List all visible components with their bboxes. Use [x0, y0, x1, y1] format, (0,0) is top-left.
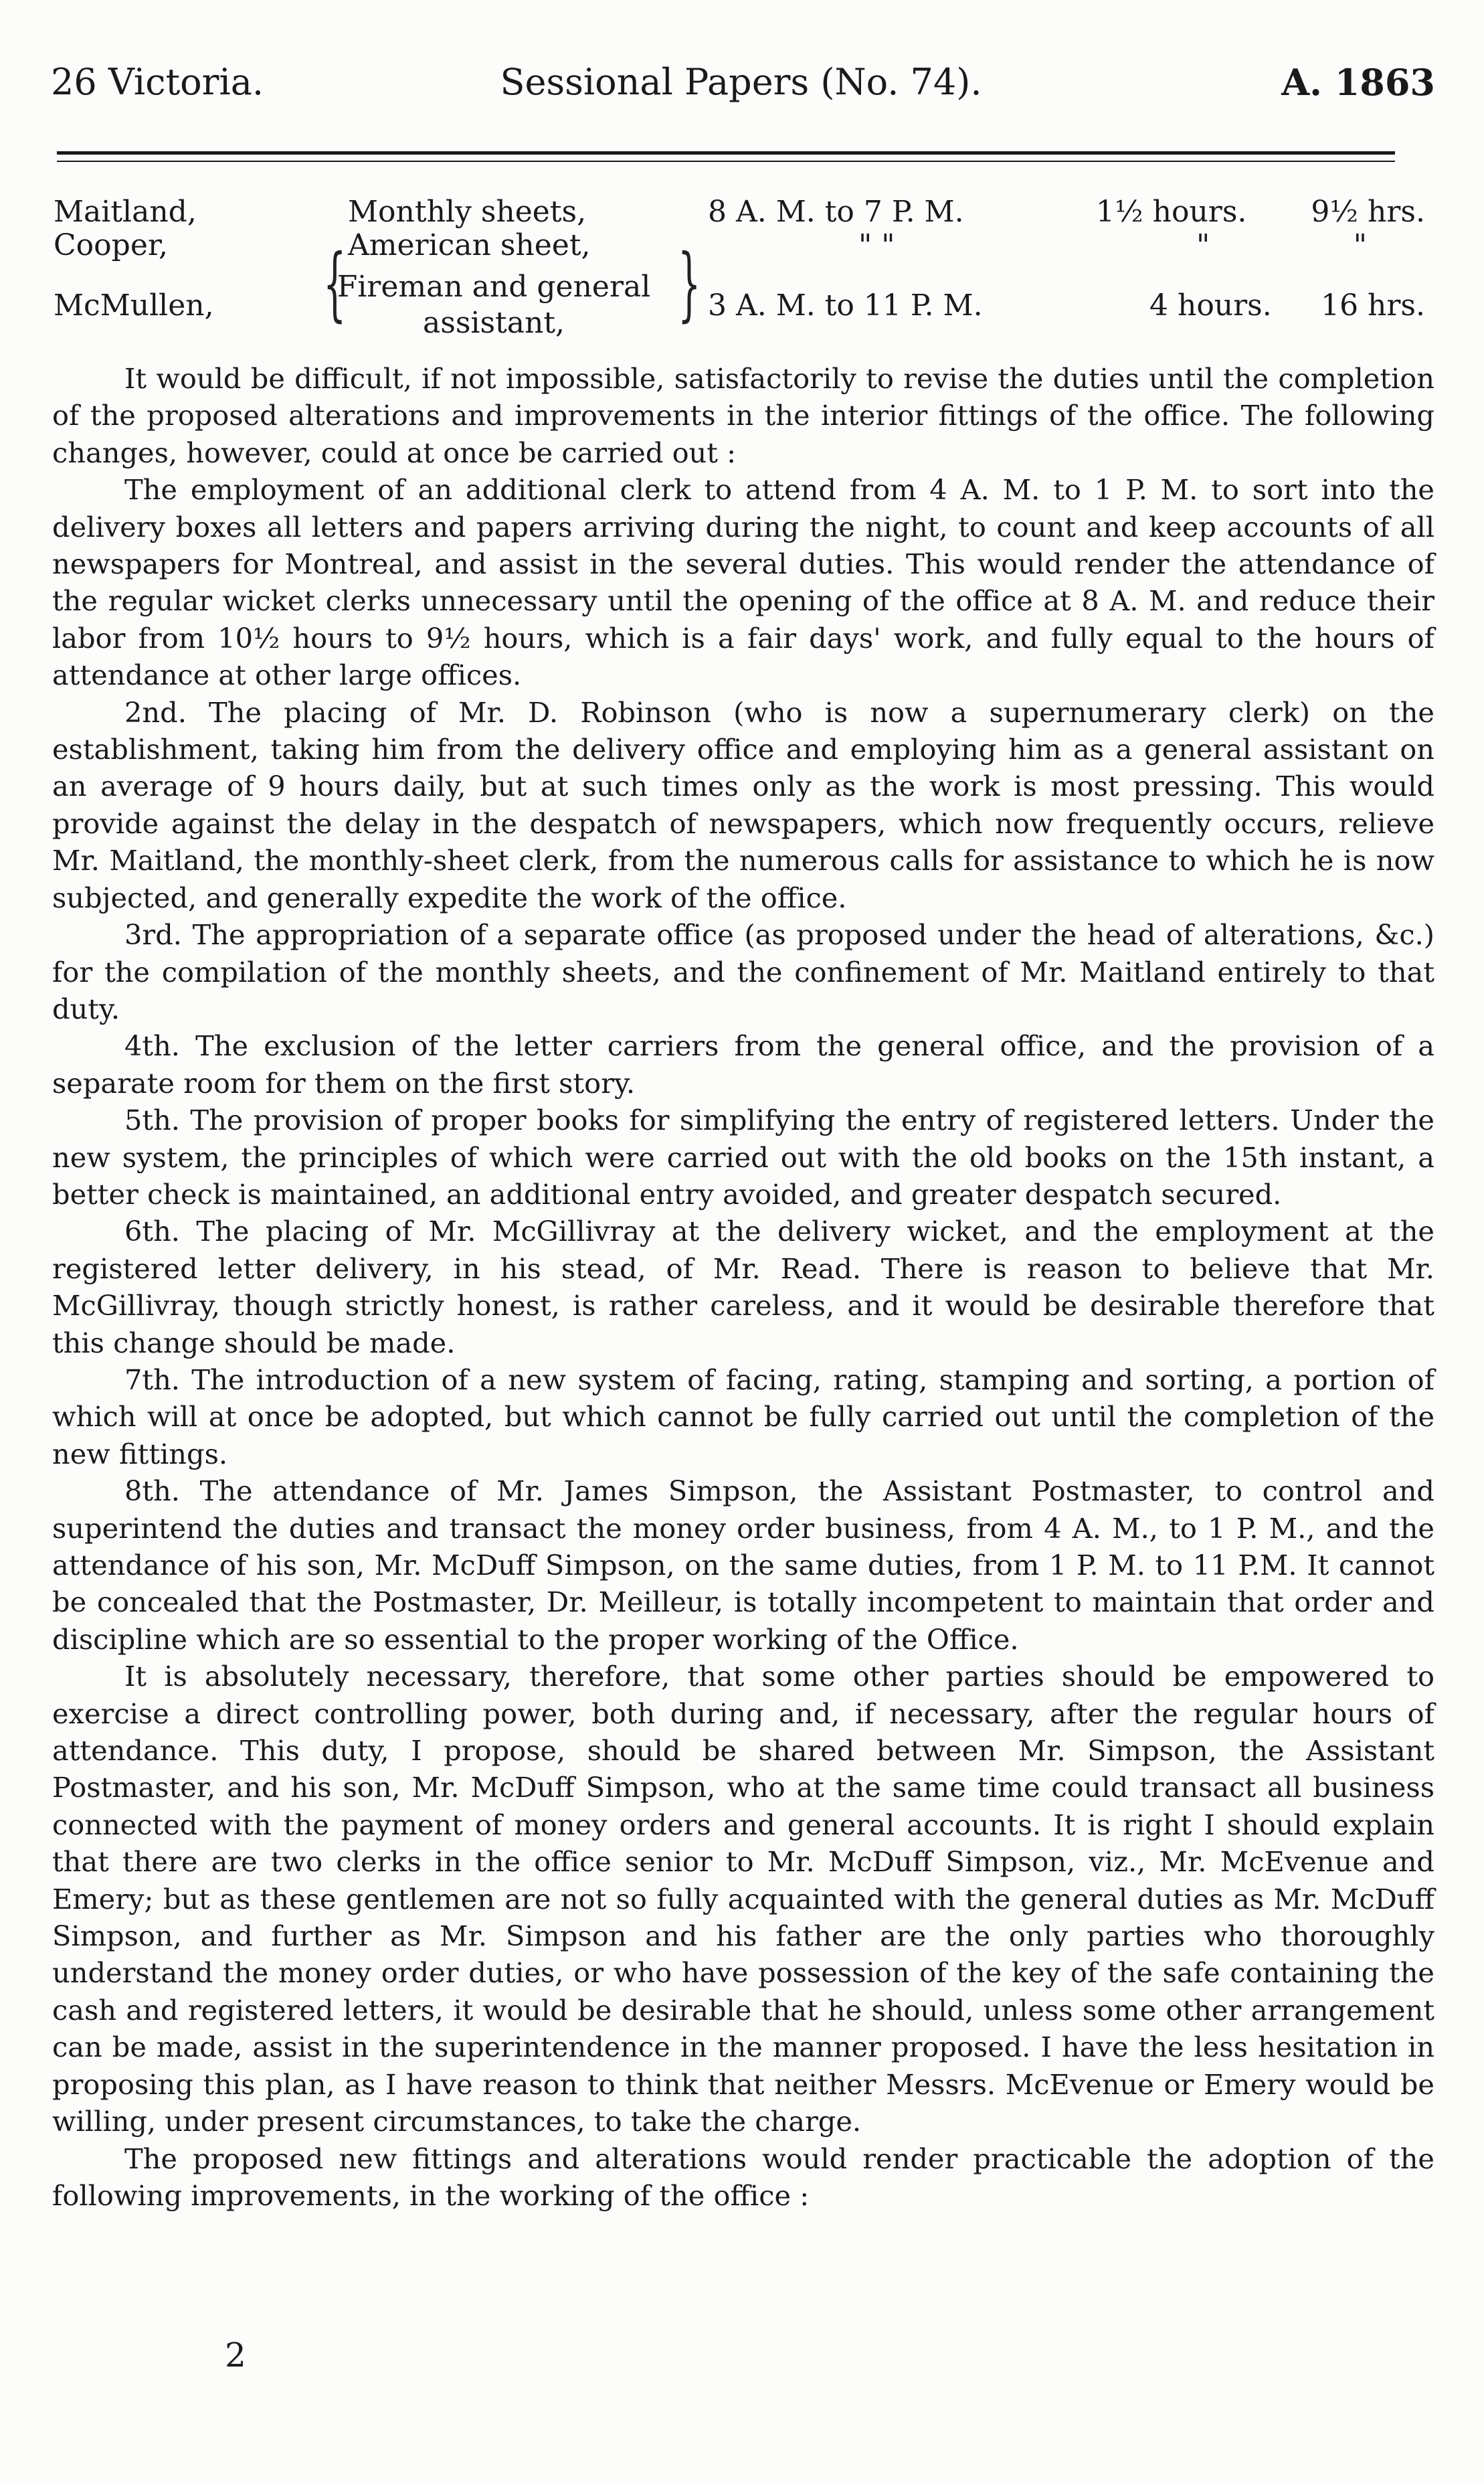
paragraph-intro: It would be difficult, if not impossible, satisfactorily to revise the duties until the completion of the proposed alterations and improvements in the interior fittings of the office. The following changes, however, could at once be carried out : — [52, 362, 1434, 469]
right-brace: } — [677, 238, 701, 331]
header-rule-thick — [57, 151, 1395, 155]
staff-duty-line2: assistant, — [423, 306, 565, 340]
staff-extra-hours: 1½ hours. — [1096, 195, 1247, 229]
staff-total-hours: 9½ hrs. — [1311, 195, 1425, 229]
header-title: Sessional Papers (No. 74). — [500, 61, 982, 103]
staff-name: Maitland, — [54, 195, 197, 229]
staff-duty: Monthly sheets, — [348, 195, 587, 229]
paragraph-improvements: The proposed new fittings and alterations would render practicable the adoption of the following improvements, in the working of the office : — [52, 2142, 1434, 2212]
staff-time: 8 A. M. to 7 P. M. — [708, 195, 964, 229]
staff-total-hours: 16 hrs. — [1321, 288, 1425, 323]
paragraph-item-2: 2nd. The placing of Mr. D. Robinson (who is now a supernumerary clerk) on the establishment, taking him from the delivery office and employing him as a general assistant on an average of 9 hours daily, but at such times only as the work is most pressing. This would provide against the delay in the despatch of newspapers, which now frequently occurs, relieve Mr. Maitland, the monthly-sheet clerk, from the numerous calls for assistance to which he is now subjected, and generally expedite the work of the office. — [52, 695, 1434, 914]
staff-name: McMullen, — [54, 288, 214, 323]
paragraph-item-8: 8th. The attendance of Mr. James Simpson, the Assistant Postmaster, to control and superintend the duties and transact the money order business, from 4 A. M., to 1 P. M., and the attendance of his son, Mr. McDuff Simpson, on the same duties, from 1 P. M. to 11 P.M. It cannot be concealed that the Postmaster, Dr. Meilleur, is totally incompetent to maintain that order and discipline which are so essential to the proper working of the Office. — [52, 1474, 1434, 1656]
folio-number: 2 — [225, 2336, 246, 2375]
table-row — [52, 194, 1430, 230]
paragraph-item-3: 3rd. The appropriation of a separate office (as proposed under the head of alterations, &c.) for the compilation of the monthly sheets, and the confinement of Mr. Maitland entirely to that duty. — [52, 918, 1434, 1025]
staff-time: 3 A. M. to 11 P. M. — [708, 288, 983, 323]
staff-extra-hours: 4 hours. — [1149, 288, 1272, 323]
staff-time: " " — [858, 228, 895, 262]
page-header — [47, 59, 1435, 119]
report-body — [52, 360, 1434, 2214]
paragraph-item-6: 6th. The placing of Mr. McGillivray at the delivery wicket, and the employment at the registered letter delivery, in his stead, of Mr. Read. There is reason to believe that Mr. McGillivray, though strictly honest, is rather careless, and it would be desirable therefore that this change should be made. — [52, 1215, 1434, 1359]
staff-name: Cooper, — [54, 228, 169, 262]
staff-hours-table — [52, 194, 1430, 355]
paragraph-item-5: 5th. The provision of proper books for simplifying the entry of registered letters. Under the new system, the principles of which were carried out with the old books on the 15th instant, a better check is maintained, an additional entry avoided, and greater despatch secured. — [52, 1104, 1434, 1211]
paragraph-item-4: 4th. The exclusion of the letter carriers from the general office, and the provision of a separate room for them on the first story. — [52, 1029, 1434, 1100]
table-row — [52, 228, 1430, 264]
paragraph-item-1: The employment of an additional clerk to attend from 4 A. M. to 1 P. M. to sort into the delivery boxes all letters and papers arriving during the night, to count and keep accounts of all newspapers for Montreal, and assist in the several duties. This would render the attendance of the regular wicket clerks unnecessary until the opening of the office at 8 A. M. and reduce their labor from 10½ hours to 9½ hours, which is a fair days' work, and fully equal to the hours of attendance at other large offices. — [52, 473, 1434, 692]
header-year: A. 1863 — [1281, 61, 1435, 104]
staff-extra-hours: " — [1196, 228, 1210, 262]
left-brace: { — [322, 238, 347, 331]
staff-total-hours: " — [1353, 228, 1367, 262]
header-rule-thin — [57, 161, 1395, 162]
staff-duty: American sheet, — [348, 228, 591, 262]
staff-duty-line1: Fireman and general — [337, 270, 651, 304]
header-session: 26 Victoria. — [51, 61, 264, 103]
paragraph-control: It is absolutely necessary, therefore, that some other parties should be empowered to exercise a direct controlling power, both during and, if necessary, after the regular hours of attendance. This duty, I propose, should be shared between Mr. Simpson, the Assistant Postmaster, and his son, Mr. McDuff Simpson, who at the same time could transact all business connected with the payment of money orders and general accounts. It is right I should explain that there are two clerks in the office senior to Mr. McDuff Simpson, viz., Mr. McEvenue and Emery; but as these gentlemen are not so fully acquainted with the general duties as Mr. McDuff Simpson, and further as Mr. Simpson and his father are the only parties who thoroughly understand the money order duties, or who have possession of the key of the safe containing the cash and registered letters, it would be desirable that he should, unless some other arrangement can be made, assist in the superintendence in the manner proposed. I have the less hesitation in proposing this plan, as I have reason to think that neither Messrs. McEvenue or Emery would be willing, under present circumstances, to take the charge. — [52, 1660, 1434, 2138]
paragraph-item-7: 7th. The introduction of a new system of facing, rating, stamping and sorting, a portion of which will at once be adopted, but which cannot be fully carried out until the completion of the new fittings. — [52, 1363, 1434, 1470]
